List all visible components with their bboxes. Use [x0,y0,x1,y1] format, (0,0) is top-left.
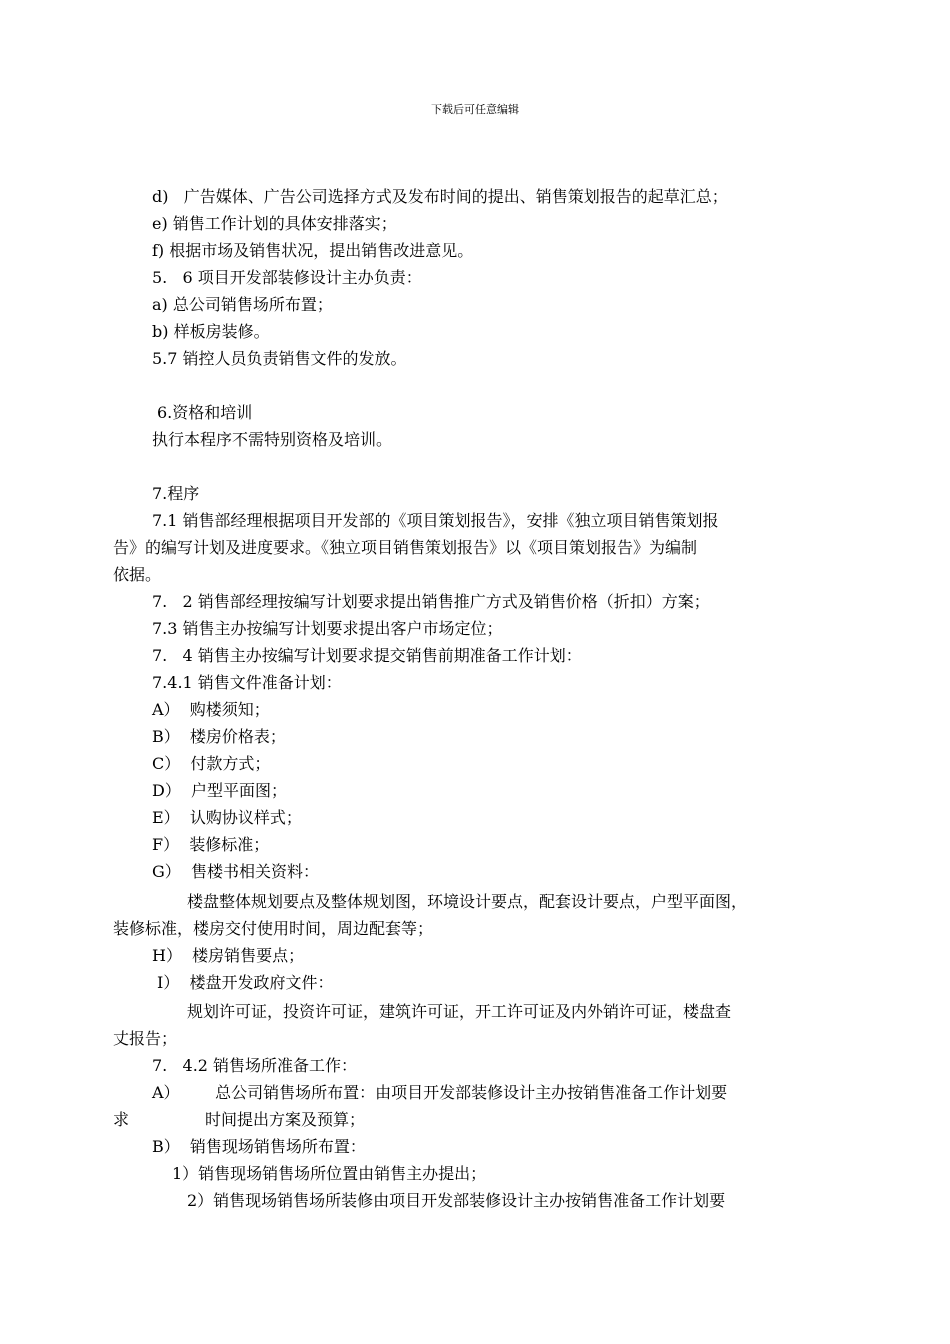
text-line: 求 [113,1110,130,1129]
text-line: 7.3 销售主办按编写计划要求提出客户市场定位； [152,619,503,638]
list-item: 2）销售现场销售场所装修由项目开发部装修设计主办按销售准备工作计划要 [187,1191,726,1210]
text-line: d) 广告媒体、广告公司选择方式及发布时间的提出、销售策划报告的起草汇总； [152,187,728,206]
text-line: 7. 2 销售部经理按编写计划要求提出销售推广方式及销售价格（折扣）方案； [152,592,710,611]
text-line: b) 样板房装修。 [152,322,270,341]
text-line: 时间提出方案及预算； [205,1110,366,1129]
text-line: 依据。 [113,565,162,584]
list-item: G） 售楼书相关资料： [152,862,319,881]
text-line: 7.4.1 销售文件准备计划： [152,673,342,692]
text-line: 7. 4 销售主办按编写计划要求提交销售前期准备工作计划： [152,646,582,665]
text-line: a) 总公司销售场所布置； [152,295,333,314]
list-item: A） 购楼须知； [152,700,270,719]
list-item: H） 楼房销售要点； [152,946,305,965]
list-item: 1）销售现场销售场所位置由销售主办提出； [172,1164,487,1183]
text-line: 7.1 销售部经理根据项目开发部的《项目策划报告》，安排《独立项目销售策划报 [152,511,719,530]
list-item: C） 付款方式； [152,754,271,773]
text-line: 5.7 销控人员负责销售文件的发放。 [152,349,407,368]
list-item: A） 总公司销售场所布置：由项目开发部装修设计主办按销售准备工作计划要 [152,1083,728,1102]
list-item: E） 认购协议样式； [152,808,302,827]
text-line: 装修标准，楼房交付使用时间，周边配套等； [113,919,434,938]
list-item: F） 装修标准； [152,835,270,854]
text-line: 规划许可证，投资许可证，建筑许可证，开工许可证及内外销许可证，楼盘查 [187,1002,732,1021]
list-item: B） 楼房价格表； [152,727,286,746]
text-line: 7. 4.2 销售场所准备工作： [152,1056,358,1075]
text-line: 告》的编写计划及进度要求。《独立项目销售策划报告》以《项目策划报告》为编制 [113,538,698,557]
section-heading: 7.程序 [152,484,200,503]
page-header: 下载后可任意编辑 [431,103,519,116]
text-line: 楼盘整体规划要点及整体规划图，环境设计要点，配套设计要点，户型平面图， [187,892,748,911]
text-line: f) 根据市场及销售状况，提出销售改进意见。 [152,241,474,260]
text-line: e) 销售工作计划的具体安排落实； [152,214,397,233]
list-item: B） 销售现场销售场所布置： [152,1137,366,1156]
text-line: 5. 6 项目开发部装修设计主办负责： [152,268,422,287]
section-heading: 6.资格和培训 [157,403,253,422]
text-line: 丈报告； [113,1029,178,1048]
text-line: 执行本程序不需特别资格及培训。 [152,430,393,449]
list-item: D） 户型平面图； [152,781,288,800]
list-item: I） 楼盘开发政府文件： [157,973,334,992]
